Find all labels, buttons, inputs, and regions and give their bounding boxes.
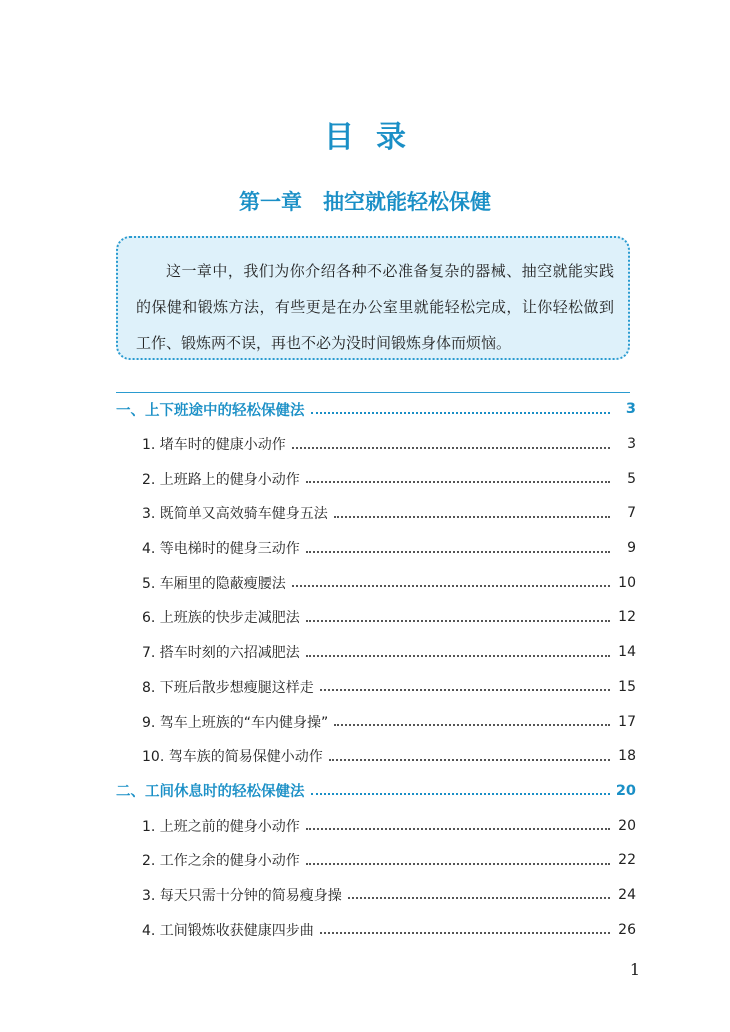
toc-item-label: 3. 每天只需十分钟的简易瘦身操 [142, 887, 342, 904]
toc-item[interactable] [116, 912, 636, 947]
toc-item-page: 17 [618, 713, 636, 730]
dot-leader [320, 688, 610, 691]
toc-item[interactable] [116, 843, 636, 878]
toc-item-page: 14 [618, 644, 636, 661]
toc-item-label: 3. 既简单又高效骑车健身五法 [142, 506, 328, 523]
toc-item-page: 3 [627, 436, 636, 453]
dot-leader [329, 758, 610, 761]
toc-item-label: 4. 等电梯时的健身三动作 [142, 541, 300, 558]
toc-item-page: 15 [618, 678, 636, 695]
dot-leader [306, 619, 610, 622]
toc-item-label: 1. 堵车时的健康小动作 [142, 437, 286, 454]
toc-item[interactable] [116, 635, 636, 670]
toc-item-label: 9. 驾车上班族的“车内健身操” [142, 714, 329, 731]
toc-item-label: 4. 工间锻炼收获健康四步曲 [142, 922, 314, 939]
toc-item[interactable] [116, 808, 636, 843]
toc-item[interactable] [116, 739, 636, 774]
toc-section-label: 二、工间休息时的轻松保健法 [116, 784, 305, 801]
dot-leader [292, 584, 610, 587]
dot-leader [306, 550, 610, 553]
dot-leader [306, 827, 610, 830]
toc-item[interactable] [116, 496, 636, 531]
toc-item-label: 1. 上班之前的健身小动作 [142, 818, 300, 835]
dot-leader [334, 515, 610, 518]
toc-item-page: 7 [627, 505, 636, 522]
dot-leader [334, 723, 610, 726]
toc-section-label: 一、上下班途中的轻松保健法 [116, 402, 305, 419]
toc-item[interactable] [116, 878, 636, 913]
toc-item-label: 7. 搭车时刻的六招减肥法 [142, 645, 300, 662]
toc-item-label: 8. 下班后散步想瘦腿这样走 [142, 679, 314, 696]
dot-leader [292, 446, 610, 449]
toc-item[interactable] [116, 461, 636, 496]
toc-item[interactable] [116, 704, 636, 739]
toc-item-page: 10 [618, 574, 636, 591]
toc-item-label: 10. 驾车族的简易保健小动作 [142, 749, 323, 766]
dot-leader [306, 480, 610, 483]
toc-item[interactable] [116, 670, 636, 705]
toc-item-page: 9 [627, 540, 636, 557]
toc-item-page: 20 [618, 817, 636, 834]
toc-item[interactable] [116, 565, 636, 600]
dot-leader [311, 792, 610, 795]
toc-item-page: 18 [618, 748, 636, 765]
toc-item-label: 2. 上班路上的健身小动作 [142, 471, 300, 488]
toc-item[interactable] [116, 531, 636, 566]
chapter-heading: 第一章 抽空就能轻松保健 [239, 190, 491, 214]
toc-title: 目录 [324, 120, 428, 155]
toc-item-label: 2. 工作之余的健身小动作 [142, 853, 300, 870]
toc-item[interactable] [116, 427, 636, 462]
toc-item-page: 12 [618, 609, 636, 626]
table-of-contents [116, 392, 636, 947]
dot-leader [306, 862, 610, 865]
toc-item-label: 6. 上班族的快步走减肥法 [142, 610, 300, 627]
page-number: 1 [629, 960, 640, 979]
toc-item-page: 24 [618, 886, 636, 903]
toc-section-2[interactable] [116, 774, 636, 809]
dot-leader [311, 411, 611, 414]
toc-item-label: 5. 车厢里的隐蔽瘦腰法 [142, 575, 286, 592]
toc-section-page: 3 [625, 401, 636, 418]
toc-item[interactable] [116, 600, 636, 635]
dot-leader [306, 654, 610, 657]
toc-item-page: 26 [618, 921, 636, 938]
toc-item-page: 22 [618, 852, 636, 869]
dot-leader [348, 896, 610, 899]
toc-section-page: 20 [615, 782, 636, 799]
toc-section-1[interactable] [116, 392, 636, 427]
chapter-intro-text: 这一章中，我们为你介绍各种不必准备复杂的器械、抽空就能实践的保健和锻炼方法，有些更是在办公室里就能轻松完成，让你轻松做到工作、锻炼两不误，再也不必为没时间锻炼身体而烦恼。 [136, 262, 614, 352]
toc-item-page: 5 [627, 470, 636, 487]
dot-leader [320, 931, 610, 934]
chapter-intro-box [116, 236, 630, 360]
